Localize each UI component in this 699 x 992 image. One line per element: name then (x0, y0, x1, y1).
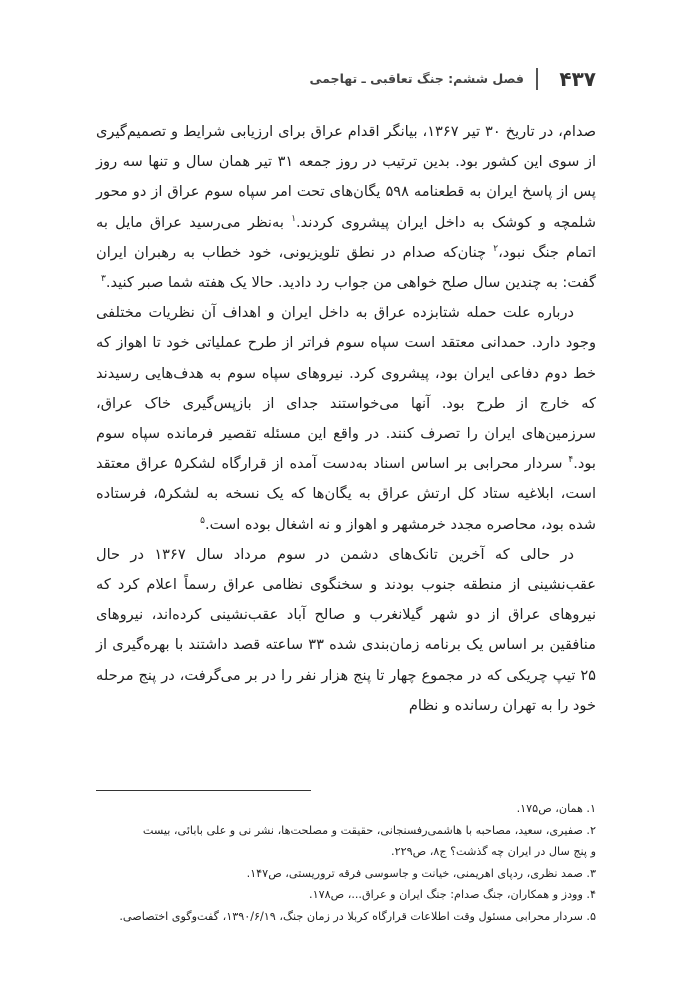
footnote-ref-3: ۳ (100, 274, 106, 285)
header-divider (536, 68, 538, 90)
footnote-5: ۵. سردار محرابی مسئول وقت اطلاعات قرارگاه کربلا در زمان جنگ، ۱۳۹۰/۶/۱۹، گفت‌وگوی اختصاصی. (119, 909, 596, 923)
footnote-ref-2: ۲ (493, 243, 499, 254)
paragraph-3 (96, 540, 596, 721)
paragraph-text: در حالی که آخرین تانک‌های دشمن در سوم مرداد سال ۱۳۶۷ در حال عقب‌نشینی از منطقه جنوب بودند و سخنگوی نظامی عراق رسماً اعلام کرد که نیروهای عراق از دو شهر گیلانغرب و صالح آباد عقب‌نشینی کرده‌اند، نیروهای منافقین بر اساس یک برنامه زمان‌بندی شده ۳۳ ساعته قصد داشتند با بهره‌گیری از ۲۵ تیپ چریکی که در مجموع چهار تا پنج هزار نفر را در بر می‌گرفت، در پنج مرحله خود را به تهران رسانده و نظام (96, 545, 596, 714)
running-header (96, 66, 596, 92)
footnotes (96, 798, 596, 927)
paragraph-text: درباره علت حمله شتابزده عراق به داخل ایران و اهداف آن نظریات مختلفی وجود دارد. حمدانی معتقد است سپاه سوم فراتر از طرح عملیاتی خود تا اهواز که خط دوم دفاعی ایران بود، پیشروی کرد. نیروهای سپاه سوم به هدف‌هایی رسیدند که خارج از طرح بود. آنها می‌خواستند جدای از بازپس‌گیری خاک عراق، سرزمین‌های ایران را تصرف کنند. در واقع این مسئله تقصیر فرمانده سپاه سوم بود. (96, 304, 596, 473)
footnote-1: ۱. همان، ص۱۷۵. (516, 802, 596, 815)
footnote-divider (96, 790, 311, 791)
footnote-ref-1: ۱ (291, 213, 297, 224)
paragraph-1 (96, 117, 596, 298)
page-number: ۴۳۷ (559, 67, 596, 91)
paragraph-text: به‌نظر می‌رسید عراق مایل به اتمام جنگ نبود، (96, 213, 597, 261)
footnote-2: ۲. صفیری، سعید، مصاحبه با هاشمی‌رفسنجانی، حقیقت و مصلحت‌ها، نشر نی و علی بابائی، بیست (142, 823, 596, 837)
paragraph-text: چنان‌که صدام در نطق تلویزیونی، خود خطاب به رهبران ایران گفت: به چندین سال صلح خواهی من جواب رد دادید. حالا یک هفته شما صبر کنید. (96, 243, 596, 292)
paragraph-text: صدام، در تاریخ ۳۰ تیر ۱۳۶۷، بیانگر اقدام عراق برای ارزیابی شرایط و تصمیم‌گیری از سوی این کشور بود. بدین ترتیب در روز جمعه ۳۱ تیر همان سال و تنها سه روز پس از پاسخ ایران به قطعنامه ۵۹۸ یگان‌های تحت امر سپاه سوم عراق از دو محور شلمچه و کوشک به داخل ایران پیشروی کردند. (96, 123, 597, 231)
paragraph-2 (96, 298, 596, 540)
chapter-title: فصل ششم: جنگ تعاقبی ـ تهاجمی (309, 71, 524, 86)
footnote-ref-4: ۴ (568, 455, 574, 466)
footnote-ref-5: ۵ (200, 515, 206, 526)
footnote-4: ۴. وودز و همکاران، جنگ صدام: جنگ ایران و عراق...، ص۱۷۸. (309, 888, 596, 901)
body-text (96, 117, 596, 721)
paragraph-text: سردار محرابی بر اساس اسناد به‌دست آمده از قرارگاه لشکر۵ عراق معتقد است، ابلاغیه ستاد کل ارتش عراق به یگان‌ها که یک نسخه به لشکر۵، فرستاده شده بود، محاصره مجدد خرمشهر و اهواز و نه اشغال بوده است. (96, 455, 597, 533)
footnote-3: ۳. صمد نظری، ردپای اهریمنی، خیانت و جاسوسی فرقه تروریستی، ص۱۴۷. (246, 866, 596, 880)
footnote-2-continued: و پنج سال در ایران چه گذشت؟ ج۸، ص۲۲۹. (391, 845, 596, 858)
